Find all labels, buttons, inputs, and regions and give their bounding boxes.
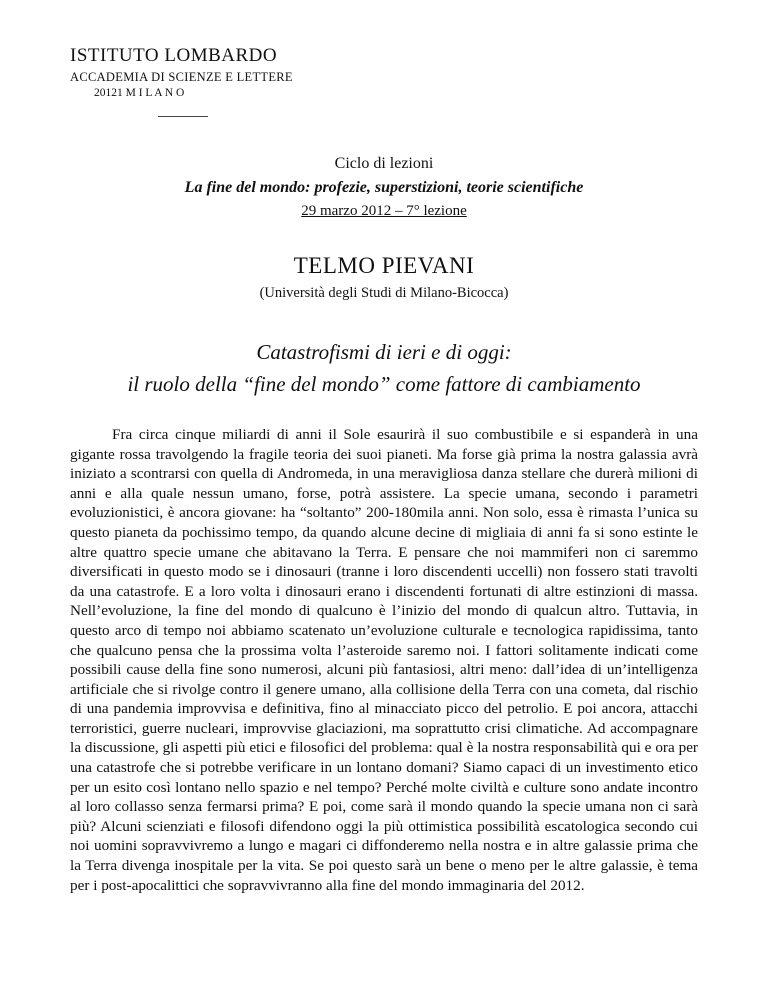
series-title: La fine del mondo: profezie, superstizioni, teorie scientifiche — [184, 179, 584, 197]
speaker-name: TELMO PIEVANI — [293, 252, 475, 278]
lecture-series-block — [70, 153, 698, 220]
institution-name: ISTITUTO LOMBARDO — [70, 45, 278, 66]
institution-address: 20121 M I L A N O — [94, 87, 185, 100]
letterhead-divider — [158, 116, 208, 117]
letterhead — [70, 45, 698, 117]
series-date: 29 marzo 2012 – 7° lezione — [301, 202, 467, 219]
lecture-title-line2: il ruolo della “fine del mondo” come fattore di cambiamento — [127, 372, 641, 397]
abstract-paragraph: Fra circa cinque miliardi di anni il Sole esaurirà il suo combustibile e si espanderà in una gigante rossa travolgendo la fragile teoria dei suoi pianeti. Ma forse già prima la nostra galassia avrà iniziato a scontrarsi con quella di Andromeda, in una meravigliosa danza stellare che durerà milioni di anni e alla quale nessun umano, forse, potrà assistere. La specie umana, secondo i parametri evoluzionistici, è ancora giovane: ha “soltanto” 200-180mila anni. Non solo, essa è rimasta l’unica su questo pianeta da pochissimo tempo, da quando alcune decine di migliaia di anni fa si sono estinte le altre quattro specie umane che abitavano la Terra. E pensare che noi mammiferi non ci saremmo diversificati in questo modo se i dinosauri (tranne i loro discendenti uccelli) non fossero stati travolti da una catastrofe. E a loro volta i dinosauri erano i discendenti fortunati di altre estinzioni di massa. Nell’evoluzione, la fine del mondo di qualcuno è l’inizio del mondo di qualcun altro. Tuttavia, in questo arco di tempo noi abbiamo scatenato un’evoluzione culturale e tecnologica rapidissima, tanto che qualcuno pensa che la prossima volta l’asteroide saremo noi. I fattori solitamente indicati come possibili cause della fine sono numerosi, alcuni più fantasiosi, altri meno: dall’idea di un’intelligenza artificiale che si rivolge contro il genere umano, alla collisione della Terra con una cometa, dal rischio di una pandemia improvvisa e definitiva, fino al minacciato picco del petrolio. E poi ancora, attacchi terroristici, guerre nucleari, improvvise glaciazioni, ma soprattutto crisi climatiche. Ad accompagnare la discussione, gli aspetti più etici e filosofici del problema: qual è la nostra responsabilità qui e ora per una catastrofe che si potrebbe verificare in un lontano domani? Siamo capaci di un investimento etico per un esito così lontano nello spazio e nel tempo? Perché molte civiltà e culture sono andate incontro al loro collasso senza fermarsi prima? E poi, come sarà il mondo quando la specie umana non ci sarà più? Alcuni scienziati e filosofi difendono oggi la più ottimistica possibilità escatologica secondo cui noi uomini sopravvivremo a lungo e magari ci diffonderemo nella nostra e in altre galassie prima che la Terra divenga inospitale per la vita. Se poi questo sarà un bene o meno per le altre galassie, è tema per i post-apocalittici che sopravvivranno alla fine del mondo immaginaria del 2012. — [70, 425, 698, 894]
lecture-title — [70, 336, 698, 401]
speaker-affiliation: (Università degli Studi di Milano-Bicocca) — [259, 284, 509, 301]
series-name: Ciclo di lezioni — [334, 155, 434, 173]
lecture-title-line1: Catastrofismi di ieri e di oggi: — [256, 339, 512, 364]
speaker-block — [70, 253, 698, 302]
institution-subtitle: ACCADEMIA DI SCIENZE E LETTERE — [70, 69, 293, 84]
